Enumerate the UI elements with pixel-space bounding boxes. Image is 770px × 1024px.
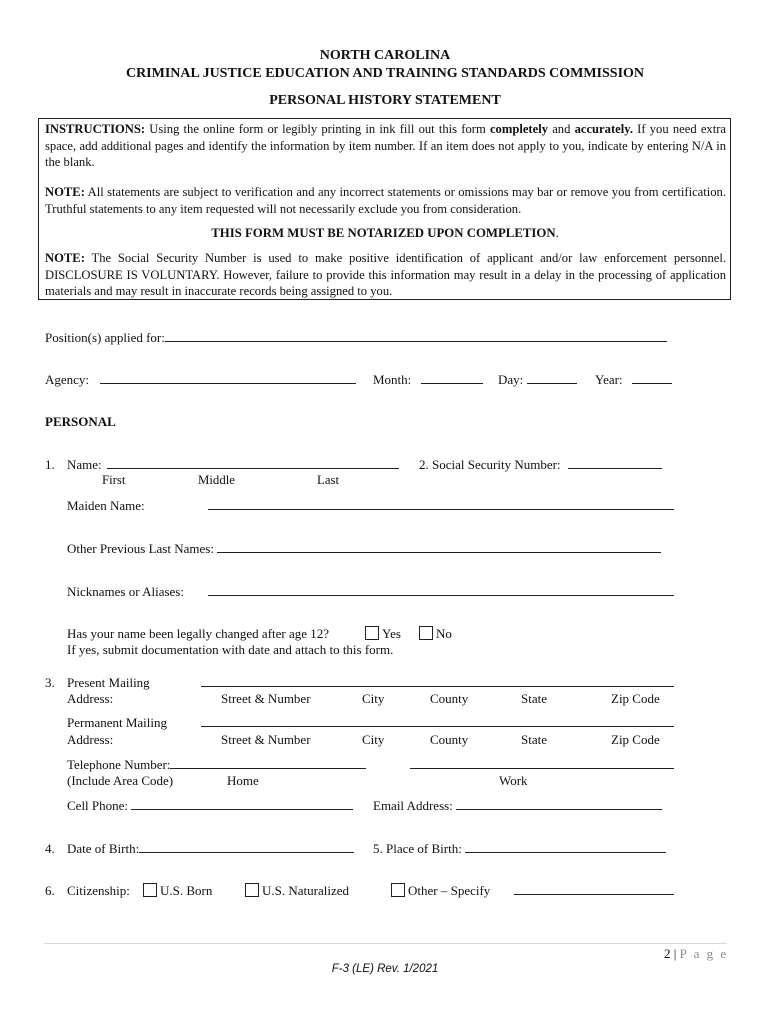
footer-divider bbox=[44, 943, 727, 944]
month-field[interactable] bbox=[421, 372, 483, 384]
present-county-caption: County bbox=[430, 691, 469, 706]
us-naturalized-label: U.S. Naturalized bbox=[262, 883, 350, 898]
cell-field[interactable] bbox=[131, 798, 353, 810]
month-row bbox=[373, 372, 483, 388]
maiden-row bbox=[208, 498, 674, 514]
yes-option[interactable] bbox=[365, 626, 401, 642]
name-middle-caption: Middle bbox=[198, 473, 235, 487]
other-specify-row bbox=[514, 883, 674, 899]
citizenship-label: Citizenship: bbox=[67, 883, 130, 898]
if-yes-note: If yes, submit documentation with date and attach to this form. bbox=[67, 642, 394, 657]
permanent-address-field[interactable] bbox=[201, 715, 674, 727]
permanent-address-label: Address: bbox=[67, 732, 114, 747]
other-specify-field[interactable] bbox=[514, 883, 674, 895]
year-field[interactable] bbox=[632, 372, 672, 384]
permanent-address-row bbox=[201, 715, 674, 731]
present-zip-caption: Zip Code bbox=[611, 691, 660, 706]
telephone-work-row bbox=[410, 757, 674, 773]
telephone-row bbox=[67, 757, 366, 773]
notarized-line bbox=[0, 226, 770, 241]
permanent-county-caption: County bbox=[430, 732, 469, 747]
email-field[interactable] bbox=[456, 798, 662, 810]
agency-label: Agency: bbox=[45, 372, 90, 387]
other-names-row bbox=[67, 541, 661, 557]
instructions-paragraph bbox=[45, 121, 726, 171]
page-number bbox=[664, 946, 728, 962]
email-label: Email Address: bbox=[373, 798, 453, 813]
notarized-period: . bbox=[555, 226, 559, 240]
notarized-text: THIS FORM MUST BE NOTARIZED UPON COMPLETION bbox=[211, 226, 556, 240]
note1-text: All statements are subject to verification and any incorrect statements or omissions may bar or remove you from certification. Truthful statements to any item requested will not necessarily exclude you from consideration. bbox=[45, 185, 726, 216]
present-address-field[interactable] bbox=[201, 675, 674, 687]
header-commission: CRIMINAL JUSTICE EDUCATION AND TRAINING STANDARDS COMMISSION bbox=[125, 66, 645, 81]
q1-number: 1. bbox=[45, 457, 55, 472]
permanent-zip-caption: Zip Code bbox=[611, 732, 660, 747]
present-state-caption: State bbox=[521, 691, 547, 706]
year-label: Year: bbox=[595, 372, 623, 387]
dob-label: Date of Birth: bbox=[67, 841, 140, 856]
form-title: PERSONAL HISTORY STATEMENT bbox=[269, 93, 501, 108]
nicknames-field[interactable] bbox=[208, 584, 674, 596]
ssn-row bbox=[419, 457, 662, 473]
permanent-city-caption: City bbox=[362, 732, 385, 747]
ssn-label: 2. Social Security Number: bbox=[419, 457, 561, 472]
month-label: Month: bbox=[373, 372, 412, 387]
permanent-mailing-label: Permanent Mailing bbox=[67, 715, 168, 730]
us-naturalized-option[interactable] bbox=[245, 883, 349, 899]
present-address-row bbox=[201, 675, 674, 691]
dob-field[interactable] bbox=[139, 841, 354, 853]
maiden-field[interactable] bbox=[208, 498, 674, 510]
q4-number: 4. bbox=[45, 841, 55, 856]
present-city-caption: City bbox=[362, 691, 385, 706]
nicknames-label: Nicknames or Aliases: bbox=[67, 584, 184, 599]
section-personal: PERSONAL bbox=[45, 414, 116, 429]
positions-row bbox=[45, 330, 667, 346]
pob-row bbox=[373, 841, 666, 857]
yes-checkbox[interactable] bbox=[365, 626, 379, 640]
q6-number: 6. bbox=[45, 883, 55, 898]
page-number-value: 2 bbox=[664, 946, 671, 961]
other-specify-option[interactable] bbox=[391, 883, 490, 899]
pob-field[interactable] bbox=[465, 841, 666, 853]
name-first-caption: First bbox=[102, 473, 126, 487]
other-names-label: Other Previous Last Names: bbox=[67, 541, 214, 556]
telephone-home-field[interactable] bbox=[170, 757, 366, 769]
no-checkbox[interactable] bbox=[419, 626, 433, 640]
page-separator: | bbox=[673, 946, 677, 961]
name-changed-question: Has your name been legally changed after age 12? bbox=[67, 626, 330, 641]
area-code-note: (Include Area Code) bbox=[67, 773, 174, 788]
instructions-bold-completely: completely bbox=[489, 122, 548, 136]
note2-label: NOTE: bbox=[45, 251, 85, 265]
note-ssn bbox=[45, 250, 726, 300]
dob-row bbox=[67, 841, 354, 857]
form-code: F-3 (LE) Rev. 1/2021 bbox=[331, 963, 439, 975]
q3-number: 3. bbox=[45, 675, 55, 690]
us-born-option[interactable] bbox=[143, 883, 212, 899]
ssn-field[interactable] bbox=[568, 457, 662, 469]
day-field[interactable] bbox=[527, 372, 577, 384]
positions-field[interactable] bbox=[165, 330, 667, 342]
permanent-state-caption: State bbox=[521, 732, 547, 747]
us-born-label: U.S. Born bbox=[160, 883, 213, 898]
yes-label: Yes bbox=[382, 626, 401, 641]
instructions-text-3: If you need extra space, add additional pages and identify the information by item number. If an item does not apply to you, indicate by entering N/A in the blank. bbox=[45, 122, 726, 169]
positions-label: Position(s) applied for: bbox=[45, 330, 165, 345]
no-label: No bbox=[436, 626, 452, 641]
name-last-caption: Last bbox=[317, 473, 340, 487]
present-address-label: Address: bbox=[67, 691, 114, 706]
us-naturalized-checkbox[interactable] bbox=[245, 883, 259, 897]
agency-row bbox=[45, 372, 356, 388]
present-street-caption: Street & Number bbox=[221, 691, 311, 706]
email-row bbox=[373, 798, 662, 814]
instructions-text-1: Using the online form or legibly printing in ink fill out this form bbox=[145, 122, 490, 136]
name-field[interactable] bbox=[107, 457, 399, 469]
day-label: Day: bbox=[498, 372, 524, 387]
nicknames-row bbox=[208, 584, 674, 600]
name-label: Name: bbox=[67, 457, 102, 472]
name-row bbox=[67, 457, 399, 473]
other-specify-checkbox[interactable] bbox=[391, 883, 405, 897]
other-specify-label: Other – Specify bbox=[408, 883, 491, 898]
year-row bbox=[595, 372, 672, 388]
instructions-bold-accurately: accurately. bbox=[574, 122, 633, 136]
page-word: P a g e bbox=[679, 946, 729, 961]
cell-row bbox=[67, 798, 353, 814]
note-verification bbox=[45, 184, 726, 217]
no-option[interactable] bbox=[419, 626, 452, 642]
permanent-street-caption: Street & Number bbox=[221, 732, 311, 747]
note1-label: NOTE: bbox=[45, 185, 85, 199]
header-state: NORTH CAROLINA bbox=[319, 48, 451, 63]
work-caption: Work bbox=[499, 773, 528, 788]
instructions-label: INSTRUCTIONS: bbox=[45, 122, 146, 136]
agency-field[interactable] bbox=[100, 372, 356, 384]
day-row bbox=[498, 372, 577, 388]
cell-label: Cell Phone: bbox=[67, 798, 129, 813]
note2-text: The Social Security Number is used to make positive identification of applicant and/or law enforcement personnel. DISCLOSURE IS VOLUNTARY. However, failure to provide this information may result in a delay in the processing of application materials and may result in inaccurate records being assigned to you. bbox=[45, 251, 726, 298]
instructions-text-2: and bbox=[548, 122, 575, 136]
telephone-work-field[interactable] bbox=[410, 757, 674, 769]
present-mailing-label: Present Mailing bbox=[67, 675, 150, 690]
us-born-checkbox[interactable] bbox=[143, 883, 157, 897]
maiden-label: Maiden Name: bbox=[67, 498, 145, 513]
telephone-label: Telephone Number: bbox=[67, 757, 171, 772]
pob-label: 5. Place of Birth: bbox=[373, 841, 462, 856]
other-names-field[interactable] bbox=[217, 541, 661, 553]
home-caption: Home bbox=[227, 773, 259, 788]
